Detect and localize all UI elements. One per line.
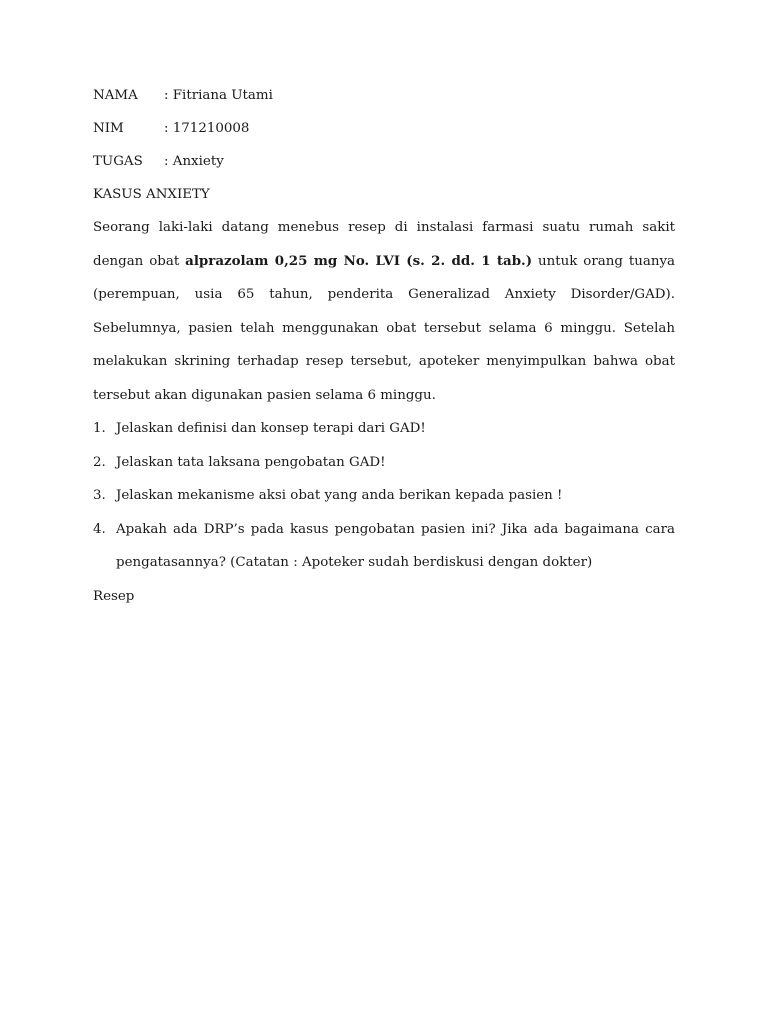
document-page <box>93 85 675 613</box>
question-item <box>93 479 675 513</box>
nama-row <box>93 85 675 118</box>
question-list <box>93 412 675 580</box>
tugas-label: TUGAS <box>93 154 143 169</box>
tugas-value: : Anxiety <box>164 154 224 169</box>
question-number: 1. <box>93 421 106 436</box>
case-text-before: Seorang laki-laki datang menebus resep di instalasi farmasi suatu rumah sakit dengan obat <box>93 220 675 269</box>
resep-label: Resep <box>93 588 135 604</box>
case-paragraph <box>93 211 675 412</box>
question-text: Jelaskan definisi dan konsep terapi dari GAD! <box>116 421 426 436</box>
nama-label: NAMA <box>93 88 138 103</box>
nim-row <box>93 118 675 151</box>
question-text: Jelaskan tata laksana pengobatan GAD! <box>116 454 386 470</box>
tugas-row <box>93 151 675 184</box>
nim-value: : 171210008 <box>164 121 250 136</box>
question-number: 3. <box>93 488 106 503</box>
case-prescription: alprazolam 0,25 mg No. LVI (s. 2. dd. 1 tab.) <box>185 252 533 269</box>
case-title: KASUS ANXIETY <box>93 187 210 202</box>
question-item <box>93 412 675 446</box>
question-number: 2. <box>93 454 106 470</box>
case-text-after: untuk orang tuanya (perempuan, usia 65 tahun, penderita Generalizad Anxiety Disorder/GAD). Sebelumnya, pasien telah menggunakan obat tersebut selama 6 minggu. Setelah melakukan skrining terhadap resep tersebut, apoteker menyimpulkan bahwa obat tersebut akan digunakan pasien selama 6 minggu. <box>93 253 675 403</box>
question-text: Jelaskan mekanisme aksi obat yang anda berikan kepada pasien ! <box>116 488 563 503</box>
question-number: 4. <box>93 521 106 537</box>
nama-value: : Fitriana Utami <box>164 88 273 103</box>
question-item <box>93 513 675 580</box>
question-text: Apakah ada DRP’s pada kasus pengobatan pasien ini? Jika ada bagaimana cara pengatasannya? (Catatan : Apoteker sudah berdiskusi dengan dokter) <box>116 521 675 570</box>
question-item <box>93 446 675 480</box>
nim-label: NIM <box>93 121 124 136</box>
